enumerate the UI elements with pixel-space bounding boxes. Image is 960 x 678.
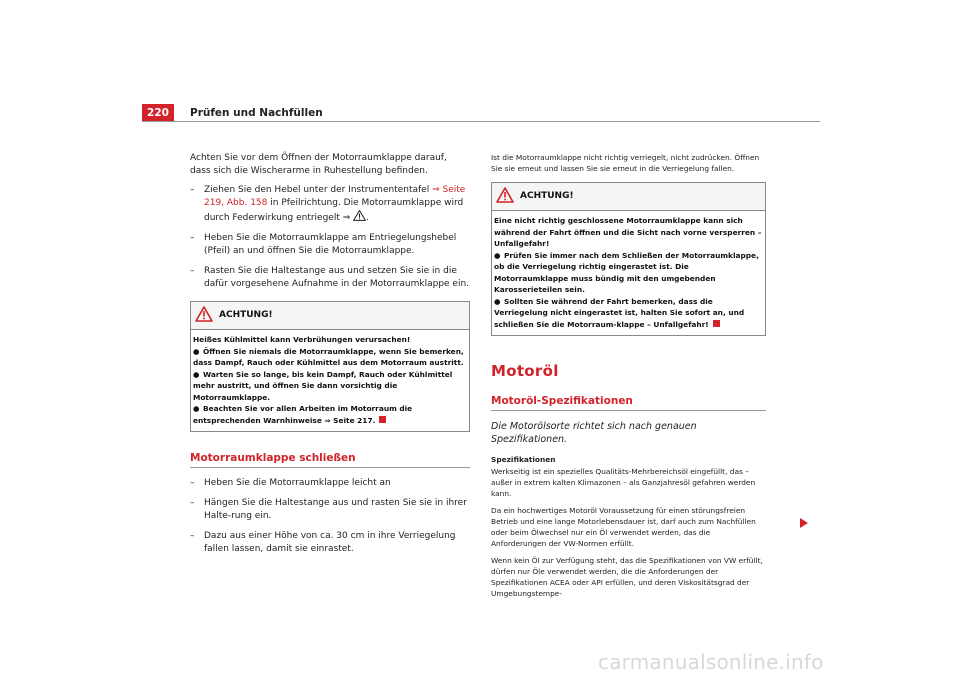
bullet-icon: ●: [193, 369, 200, 379]
body-paragraph: Werkseitig ist ein spezielles Qualitäts-Mehrbereichsöl eingefüllt, das – außer in extrem kalten Klimazonen – als Ganzjahresöl gefahren werden kann.: [491, 467, 756, 498]
page-header-title: Prüfen und Nachfüllen: [190, 107, 323, 119]
warning-line: ● Warten Sie so lange, bis kein Dampf, Rauch oder Kühlmittel mehr austritt, und öffnen Sie dann vorsichtig die Motorraumklappe.: [193, 369, 453, 402]
step-text: Heben Sie die Motorraumklappe am Entriegelungshebel (Pfeil) an und öffnen Sie die Motorraumklappe.: [204, 233, 457, 256]
warning-box-hot-coolant: [190, 301, 470, 432]
step-dash: –: [190, 266, 195, 276]
next-page-arrow-icon[interactable]: [800, 518, 808, 528]
step-text: in Pfeilrichtung. Die Motorraumklappe wird durch Federwirkung entriegelt: [204, 198, 464, 223]
end-mark-icon: [713, 320, 720, 327]
warning-body: [191, 330, 469, 431]
left-column: [190, 152, 470, 563]
step-text: .: [366, 213, 370, 223]
reference-arrow: ⇒: [342, 213, 351, 223]
header-divider: [142, 121, 820, 122]
warning-triangle-icon: [195, 306, 213, 322]
bullet-icon: ●: [193, 404, 200, 413]
body-paragraph: Da ein hochwertiges Motoröl Voraussetzung für einen störungsfreien Betrieb und eine lange Motorlebensdauer ist, darf auch zum Nachfüllen oder beim Ölwechsel nur ein Öl verwendet werden, das die Anforderungen der VW-Normen erfüllt.: [491, 506, 756, 548]
warning-triangle-icon: [353, 210, 366, 221]
step-prop-rod: [190, 265, 470, 291]
step-dash: –: [190, 498, 195, 508]
warning-line: Heißes Kühlmittel kann Verbrühungen verursachen!: [193, 335, 411, 344]
cross-reference-link[interactable]: ⇒ Seite 219, Abb. 158: [204, 185, 466, 208]
right-column: [491, 152, 766, 605]
warning-line: ● Öffnen Sie niemals die Motorraumklappe, wenn Sie bemerken, dass Dampf, Rauch oder Kühlmittel aus dem Motorraum austritt.: [193, 346, 464, 367]
chapter-title: Motoröl: [491, 362, 559, 380]
step-drop-hood: [190, 530, 470, 556]
step-dash: –: [190, 531, 195, 541]
warning-line: ● Beachten Sie vor allen Arbeiten im Motorraum die entsprechenden Warnhinweise ⇒ Seite 217.: [193, 404, 413, 425]
lead-text: Die Motorölsorte richtet sich nach genauen Spezifikationen.: [491, 421, 697, 445]
warning-triangle-icon: [496, 187, 514, 203]
step-dash: –: [190, 478, 195, 488]
warning-header: [191, 302, 469, 330]
warning-body: [492, 211, 765, 335]
step-dash: –: [190, 233, 195, 243]
intro-paragraph: Ist die Motorraumklappe nicht richtig verriegelt, nicht zudrücken. Öffnen Sie sie erneut und lassen Sie sie erneut in die Verriegelung fallen.: [491, 153, 760, 173]
bullet-icon: ●: [494, 250, 501, 260]
step-raise-hood: [190, 477, 470, 490]
warning-label: ACHTUNG!: [520, 191, 574, 201]
step-dash: –: [190, 185, 195, 195]
step-lift-hood: [190, 232, 470, 258]
step-unhook-rod: [190, 497, 470, 523]
page-number: 220: [142, 104, 174, 122]
step-text: Rasten Sie die Haltestange aus und setzen Sie sie in die dafür vorgesehene Aufnahme in der Motorraumklappe ein.: [204, 266, 470, 289]
step-text: Heben Sie die Motorraumklappe leicht an: [204, 478, 391, 488]
step-text: Dazu aus einer Höhe von ca. 30 cm in ihre Verriegelung fallen lassen, damit sie einrastet.: [204, 531, 456, 554]
section-title-close-hood: Motorraumklappe schließen: [190, 452, 470, 468]
step-text: Hängen Sie die Haltestange aus und rasten Sie sie in ihrer Halte-rung ein.: [204, 498, 467, 521]
bullet-icon: ●: [494, 296, 501, 306]
subheading: Spezifikationen: [491, 455, 556, 464]
intro-paragraph: Achten Sie vor dem Öffnen der Motorraumklappe darauf, dass sich die Wischerarme in Ruhestellung befinden.: [190, 153, 447, 176]
warning-line: Eine nicht richtig geschlossene Motorraumklappe kann sich während der Fahrt öffnen und die Sicht nach vorne versperren – Unfallgefahr!: [494, 216, 762, 248]
warning-label: ACHTUNG!: [219, 310, 273, 320]
step-text: Ziehen Sie den Hebel unter der Instrumententafel: [204, 185, 433, 195]
warning-header: [492, 183, 765, 211]
watermark: carmanualsonline.info: [598, 650, 824, 674]
section-title-oil-spec: Motoröl-Spezifikationen: [491, 395, 766, 411]
end-mark-icon: [379, 416, 386, 423]
warning-box-hood-latch: [491, 182, 766, 336]
body-paragraph: Wenn kein Öl zur Verfügung steht, das die Spezifikationen von VW erfüllt, dürfen nur Öle verwendet werden, die die Anforderungen der Spezifikationen ACEA oder API erfüllen, und deren Viskositätsgrad der Umgebungstempe-: [491, 556, 763, 598]
warning-line: ● Sollten Sie während der Fahrt bemerken, dass die Verriegelung nicht eingerastet ist, halten Sie sofort an, und schließen Sie die Motorraum-klappe – Unfallgefahr!: [494, 296, 745, 329]
bullet-icon: ●: [193, 346, 200, 356]
step-pull-lever: [190, 184, 470, 225]
warning-line: ● Prüfen Sie immer nach dem Schließen der Motorraumklappe, ob die Verriegelung richtig eingerastet ist. Die Motorraumklappe muss bündig mit den umgebenden Karosserieteilen sein.: [494, 250, 759, 294]
